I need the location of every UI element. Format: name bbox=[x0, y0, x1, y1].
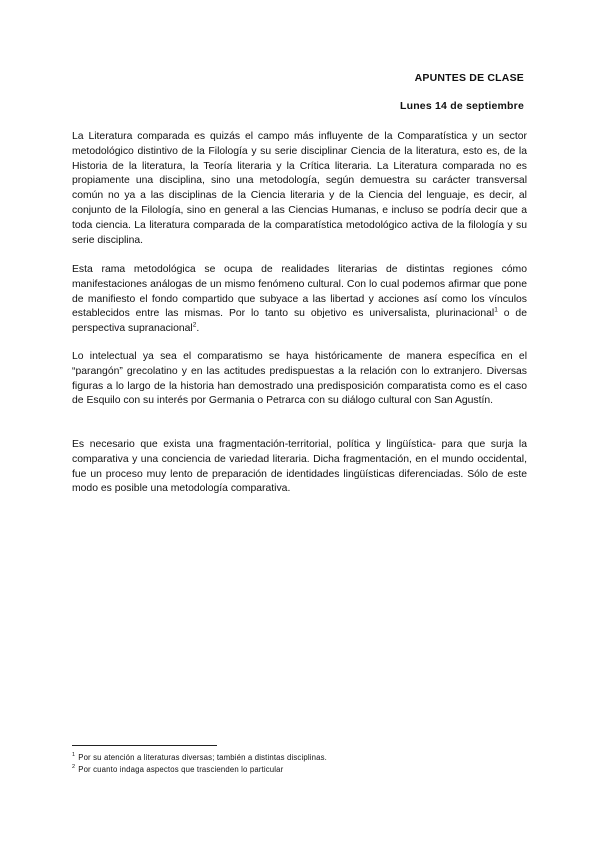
footnote-ref-1: 1 bbox=[494, 306, 498, 314]
document-date: Lunes 14 de septiembre bbox=[399, 100, 524, 112]
paragraph-2-text-end: . bbox=[196, 323, 200, 335]
footnote-1-mark: 1 bbox=[72, 752, 76, 759]
document-title: APUNTES DE CLASE bbox=[414, 72, 524, 84]
footnote-2-mark: 2 bbox=[72, 764, 76, 771]
paragraph-3: Lo intelectual ya sea el comparatismo se haya históricamente de manera específica en el “parangón” grecolatino y en las actitudes predispuestas a la relación con lo extranjero. Diversas figuras a lo largo de la historia han demostrado una predisposición comparatista como es el caso de Esquilo con su interés por Germania o Petrarca con su diálogo cultural con San Agustín. bbox=[72, 351, 527, 407]
paragraph-2 bbox=[72, 263, 527, 337]
footnote-ref-2: 2 bbox=[192, 321, 197, 329]
footnote-1 bbox=[72, 753, 532, 763]
footnote-2-text: Por cuanto indaga aspectos que trascienden lo particular bbox=[78, 765, 284, 774]
footnote-2 bbox=[72, 765, 532, 775]
paragraph-1: La Literatura comparada es quizás el campo más influyente de la Comparatística y un sector metodológico distintivo de la Filología y su serie disciplinar Ciencia de la literatura, esto es, de la Historia de la literatura, la Teoría literaria y la Crítica literaria. La Literatura comparada no es propiamente una disciplina, sino una metodología, según demuestra su carácter transversal común no ya a las disciplinas de la Ciencia literaria y de la Ciencia del lenguaje, es decir, al conjunto de la Filología, sino en general a las Ciencias Humanas, e incluso se podría decir que a toda ciencia. La literatura comparada de la comparatística metodológico activa de la filología y su serie disciplina. bbox=[72, 131, 527, 246]
paragraph-4: Es necesario que exista una fragmentación-territorial, política y lingüística- para que surja la comparativa y una conciencia de variedad literaria. Dicha fragmentación, en el mundo occidental, fue un proceso muy lento de preparación de identidades lingüísticas diferenciadas. Sólo de este modo es posible una metodología comparativa. bbox=[72, 439, 527, 495]
footnote-1-text: Por su atención a literaturas diversas; también a distintas disciplinas. bbox=[78, 753, 327, 762]
paragraph-2-text-mid: o de perspectiva supranacional bbox=[72, 308, 527, 335]
footnote-separator bbox=[72, 745, 217, 746]
paragraph-2-text: Esta rama metodológica se ocupa de realidades literarias de distintas regiones cómo manifestaciones análogas de un mismo fenómeno cultural. Con lo cual podemos afirmar que pone de manifiesto el fondo compartido que subyace a las libertad y acciones así como los vínculos establecidos entre las mismas. Por lo tanto su objetivo es universalista, plurinacional bbox=[72, 264, 527, 320]
